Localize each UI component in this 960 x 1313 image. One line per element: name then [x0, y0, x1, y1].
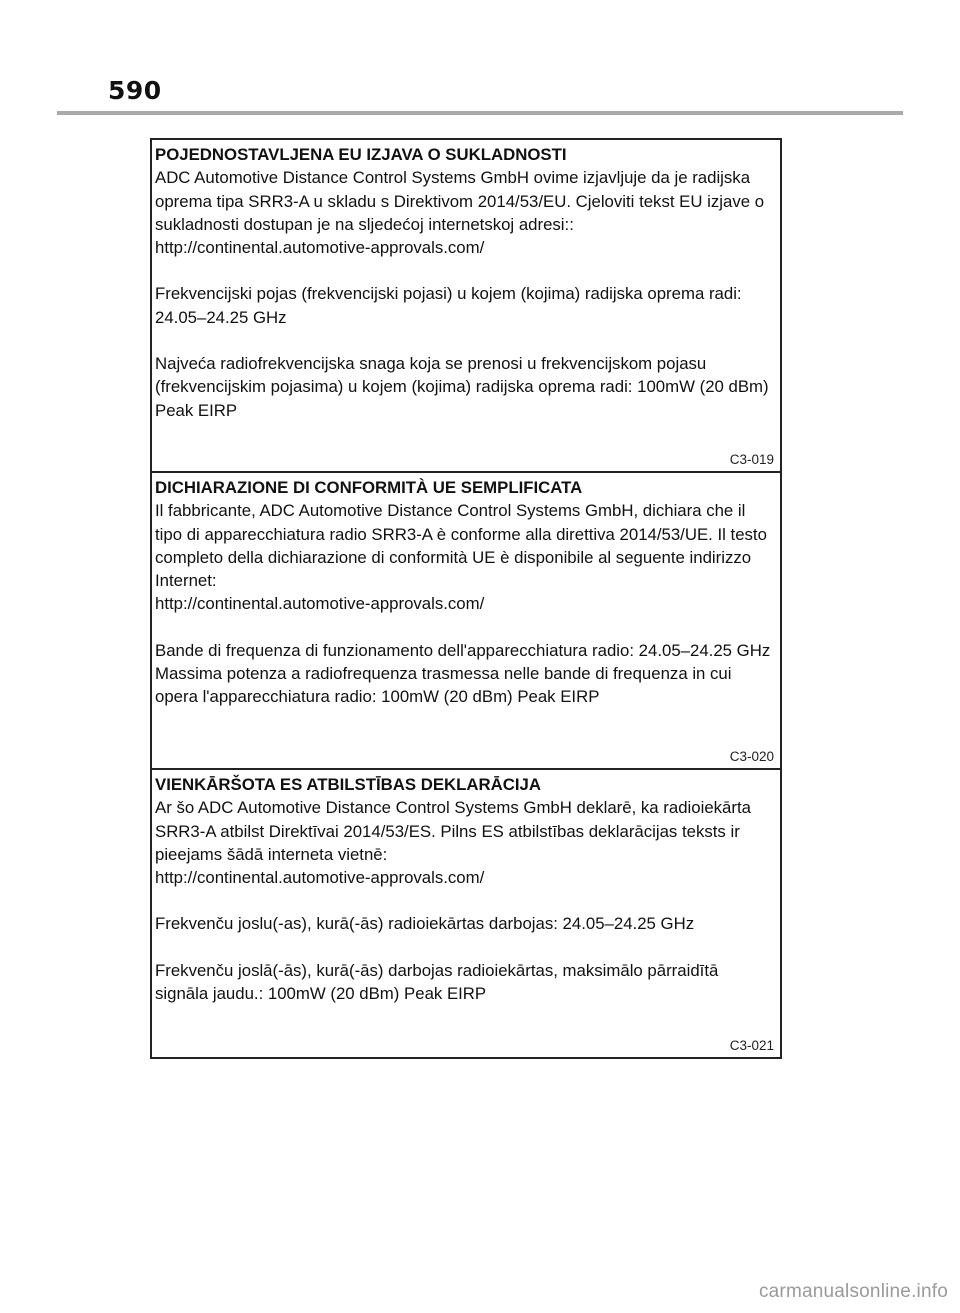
- reference-code: C3-020: [729, 749, 774, 764]
- declaration-title: POJEDNOSTAVLJENA EU IZJAVA O SUKLADNOSTI: [155, 145, 567, 164]
- declaration-url: http://continental.automotive-approvals.com/: [155, 238, 485, 258]
- reference-code: C3-021: [729, 1038, 774, 1053]
- declaration-body: Ar šo ADC Automotive Distance Control Systems GmbH deklarē, ka radioiekārta SRR3-A atbilst Direktīvai 2014/53/ES. Pilns ES atbilstības deklarācijas teksts ir pieejams šādā interneta vietnē:: [155, 798, 751, 864]
- spacer: [155, 936, 774, 959]
- page-number: 590: [108, 76, 162, 105]
- frequency-band: Frekvenču joslu(-as), kurā(-ās) radioiekārtas darbojas: 24.05–24.25 GHz: [155, 914, 695, 934]
- declaration-url: http://continental.automotive-approvals.com/: [155, 594, 485, 614]
- declaration-url: http://continental.automotive-approvals.com/: [155, 868, 485, 888]
- header-rule: [57, 111, 903, 115]
- declarations-box: [150, 138, 782, 1059]
- max-power: Najveća radiofrekvencijska snaga koja se prenosi u frekvencijskom pojasu (frekvencijskim pojasima) u kojem (kojima) radijska oprema radi: 100mW (20 dBm) Peak EIRP: [155, 354, 769, 420]
- declaration-title: VIENKĀRŠOTA ES ATBILSTĪBAS DEKLARĀCIJA: [155, 775, 541, 794]
- declaration-body: ADC Automotive Distance Control Systems GmbH ovime izjavljuje da je radijska oprema tipa SRR3-A u skladu s Direktivom 2014/53/EU. Cjeloviti tekst EU izjave o sukladnosti dostupan je na sljedećoj internetskoj adresi::: [155, 168, 765, 234]
- declaration-latvian: [152, 768, 780, 1057]
- spacer: [155, 616, 774, 639]
- declaration-title: DICHIARAZIONE DI CONFORMITÀ UE SEMPLIFICATA: [155, 478, 583, 497]
- frequency-band: Bande di frequenza di funzionamento dell'apparecchiatura radio: 24.05–24.25 GHz: [155, 640, 771, 660]
- declaration-body: Il fabbricante, ADC Automotive Distance Control Systems GmbH, dichiara che il tipo di apparecchiatura radio SRR3-A è conforme alla direttiva 2014/53/UE. Il testo completo della dichiarazione di conformità UE è disponibile al seguente indirizzo Internet:: [155, 501, 767, 591]
- declaration-croatian: [152, 140, 780, 471]
- frequency-band: Frekvencijski pojas (frekvencijski pojasi) u kojem (kojima) radijska oprema radi: 24.05–24.25 GHz: [155, 284, 742, 327]
- watermark-text: carmanualsonline.info: [758, 1281, 948, 1302]
- spacer: [155, 889, 774, 912]
- spacer: [155, 259, 774, 282]
- max-power: Massima potenza a radiofrequenza trasmessa nelle bande di frequenza in cui opera l'apparecchiatura radio: 100mW (20 dBm) Peak EIRP: [155, 664, 732, 707]
- max-power: Frekvenču joslā(-ās), kurā(-ās) darbojas radioiekārtas, maksimālo pārraidītā signāla jaudu.: 100mW (20 dBm) Peak EIRP: [155, 960, 719, 1004]
- spacer: [155, 329, 774, 352]
- reference-code: C3-019: [729, 452, 774, 467]
- declaration-italian: [152, 471, 780, 768]
